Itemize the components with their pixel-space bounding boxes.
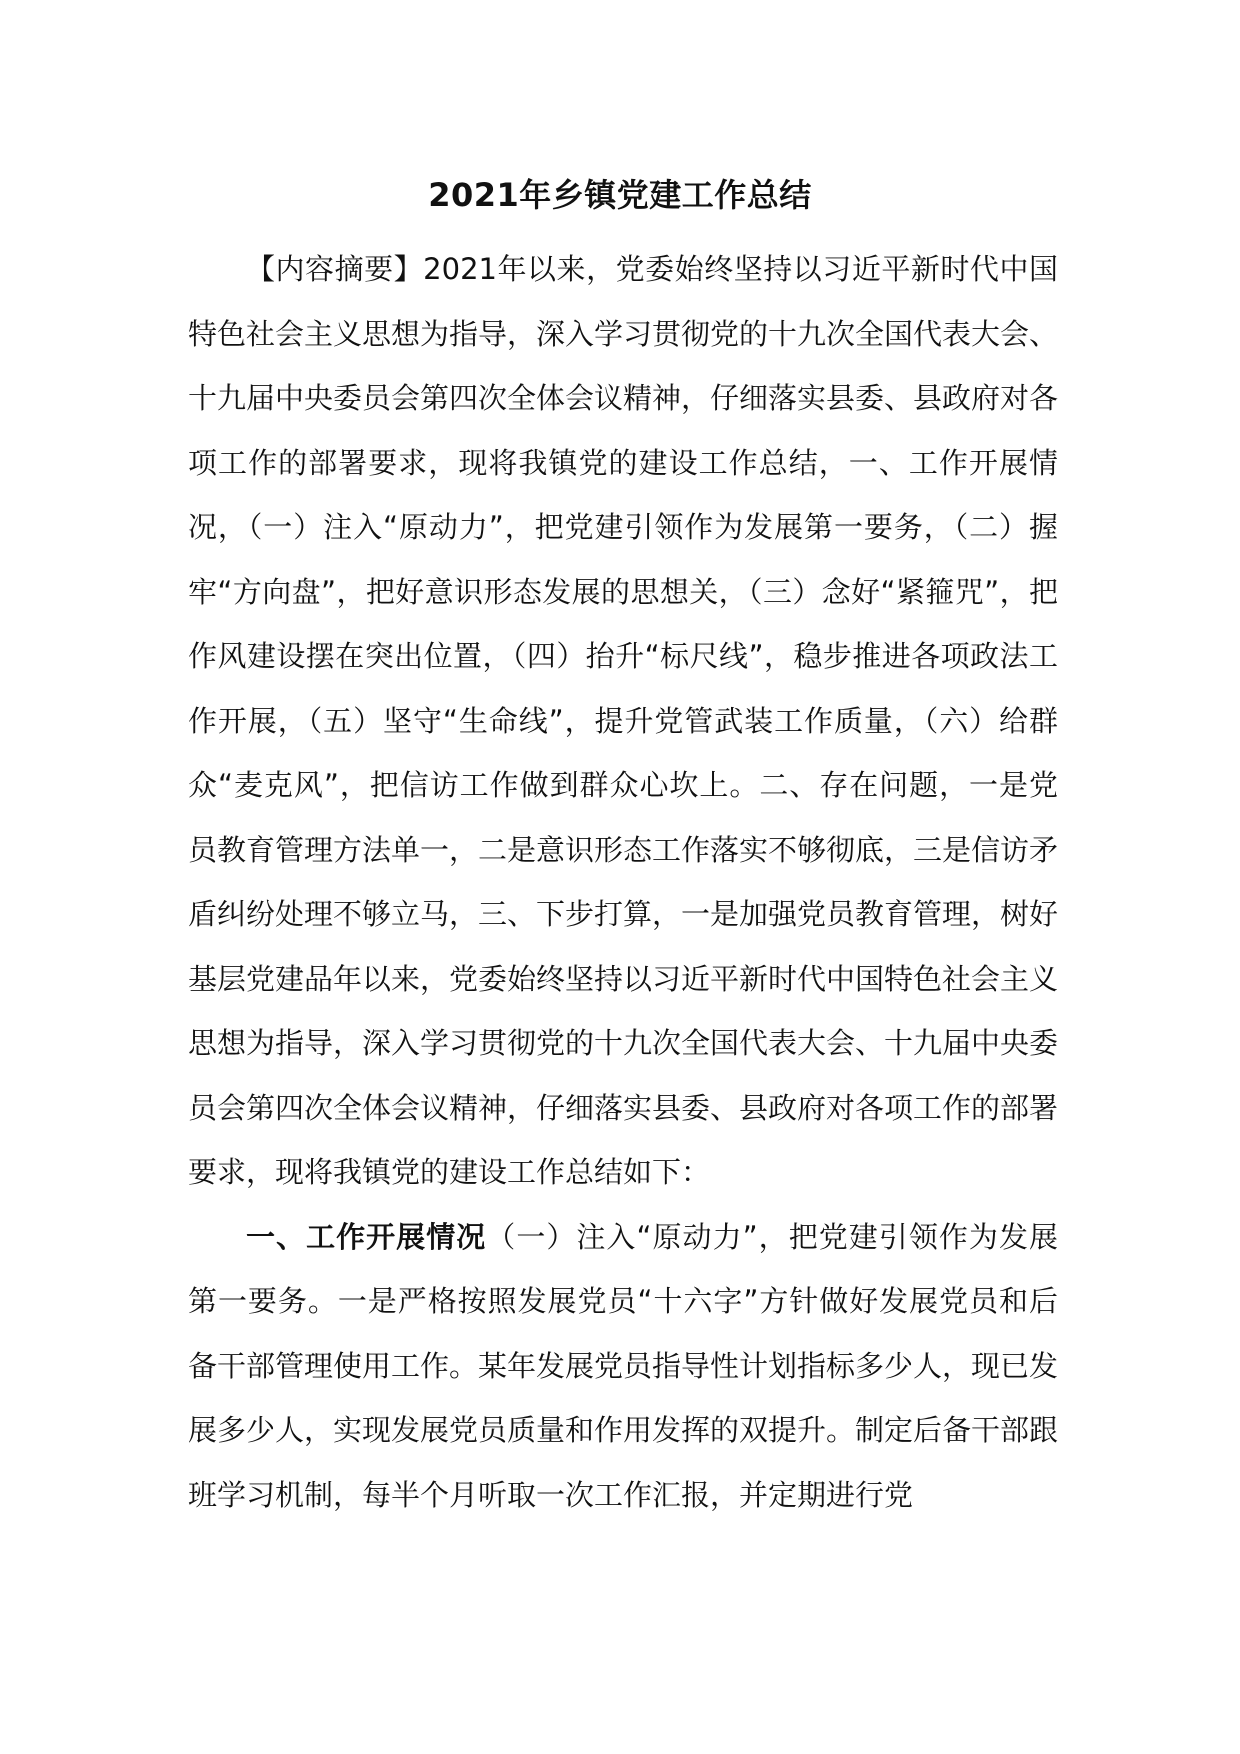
paragraph-text: 【内容摘要】2021年以来，党委始终坚持以习近平新时代中国特色社会主义思想为指导，深入学习贯彻党的十九次全国代表大会、十九届中央委员会第四次全体会议精神，仔细落实县委、县政府对各项工作的部署要求，现将我镇党的建设工作总结，一、工作开展情况，（一）注入“原动力”，把党建引领作为发展第一要务，（二）握牢“方向盘”，把好意识形态发展的思想关，（三）念好“紧箍咒”，把作风建设摆在突出位置，（四）抬升“标尺线”，稳步推进各项政法工作开展，（五）坚守“生命线”，提升党管武装工作质量，（六）给群众“麦克风”，把信访工作做到群众心坎上。二、存在问题，一是党员教育管理方法单一，二是意识形态工作落实不够彻底，三是信访矛盾纠纷处理不够立马，三、下步打算，一是加强党员教育管理，树好基层党建品年以来，党委始终坚持以习近平新时代中国特色社会主义思想为指导，深入学习贯彻党的十九次全国代表大会、十九届中央委员会第四次全体会议精神，仔细落实县委、县政府对各项工作的部署要求，现将我镇党的建设工作总结如下： [188, 252, 1059, 1189]
document-title: 2021年乡镇党建工作总结 [428, 176, 812, 214]
paragraph-text: （一）注入“原动力”，把党建引领作为发展第一要务。一是严格按照发展党员“十六字”方针做好发展党员和后备干部管理使用工作。某年发展党员指导性计划指标多少人，现已发展多少人，实现发展党员质量和作用发挥的双提升。制定后备干部跟班学习机制，每半个月听取一次工作汇报，并定期进行党 [188, 1219, 1059, 1512]
document-body [188, 237, 1058, 1527]
abstract-paragraph [188, 237, 1058, 1205]
section-heading: 一、工作开展情况 [246, 1219, 487, 1254]
section-one-paragraph [188, 1205, 1058, 1528]
